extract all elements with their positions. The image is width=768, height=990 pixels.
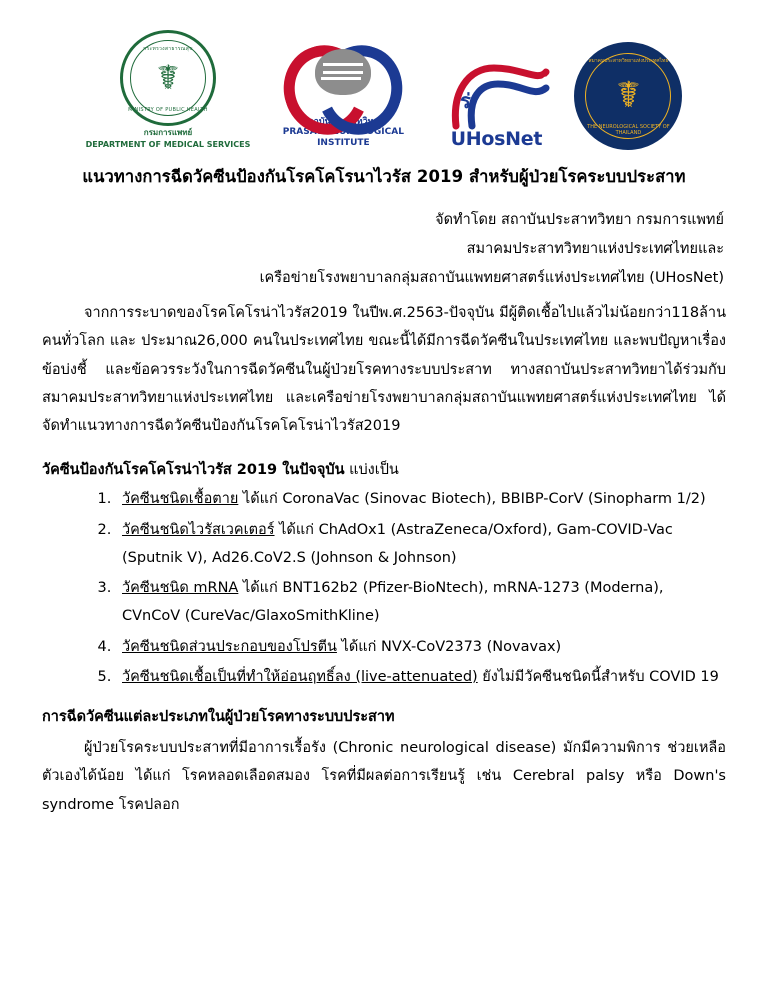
neuro-society-seal-icon — [574, 42, 682, 150]
moph-arc-top-text: กระทรวงสาธารณสุข — [143, 46, 193, 52]
moph-caption-th: กรมการแพทย์ — [143, 128, 193, 137]
vaccine-type-name: วัคซีนชนิดเชื้อตาย — [122, 491, 239, 508]
byline-line-2: สมาคมประสาทวิทยาแห่งประเทศไทยและ — [466, 241, 724, 257]
pni-caption-th: สถาบันประสาทวิทยา — [302, 116, 384, 127]
intro-paragraph: จากการระบาดของโรคโคโรน่าไวรัส2019 ในปีพ.ศ.2563-ปัจจุบัน มีผู้ติดเชื้อไปแล้วไม่น้อยกว่า118ล้านคนทั่วโลก และ ประมาณ26,000 คนในประเทศไทย ขณะนี้ได้มีการฉีดวัคซีนในประเทศไทย และพบปัญหาเรื่องข้อบ่งชี้ และข้อควรระวังในการฉีดวัคซีนในผู้ป่วยโรคทางระบบประสาท ทางสถาบันประสาทวิทยาได้ร่วมกับสมาคมประสาทวิทยาแห่งประเทศไทย และเครือข่ายโรงพยาบาลกลุ่มสถาบันแพทยศาสตร์แห่งประเทศไทย ได้จัดทำแนวทางการฉีดวัคซีนป้องกันโรคโคโรน่าไวรัส2019 — [42, 305, 726, 435]
section1-heading-normal: แบ่งเป็น — [344, 462, 399, 479]
list-item — [116, 485, 726, 513]
vaccine-type-detail: ได้แก่ NVX-CoV2373 (Novavax) — [336, 638, 562, 655]
prasat-neurological-institute-logo — [268, 39, 418, 150]
vaccine-type-detail: ได้แก่ ChAdOx1 (AstraZeneca/Oxford), Gam-COVID-Vac (Sputnik V), Ad26.CoV2.S (Johnson & Johnson) — [122, 521, 673, 566]
moph-arc-bottom-text: MINISTRY OF PUBLIC HEALTH — [128, 107, 208, 113]
svg-text:ร่: ร่ — [460, 89, 472, 113]
vaccine-type-detail: ยังไม่มีวัคซีนชนิดนี้สำหรับ COVID 19 — [477, 668, 719, 685]
pni-caption-en: PRASAT NEUROLOGICAL INSTITUTE — [282, 126, 404, 149]
moph-seal-icon — [120, 30, 216, 126]
pni-brain-shape — [315, 49, 371, 95]
section1-heading-bold: วัคซีนป้องกันโรคโคโรน่าไวรัส 2019 ในปัจจุบัน — [42, 462, 345, 479]
vaccine-type-name: วัคซีนชนิดเชื้อเป็นที่ทำให้อ่อนฤทธิ์ลง (live-attenuated) — [122, 668, 478, 685]
ribbon-icon — [436, 62, 556, 132]
vaccine-type-detail: ได้แก่ BNT162b2 (Pfizer-BioNtech), mRNA-1273 (Moderna), CVnCoV (CureVac/GlaxoSmithKline) — [122, 580, 664, 625]
byline-line-1: จัดทำโดย สถาบันประสาทวิทยา กรมการแพทย์ — [435, 212, 724, 228]
rod-of-asclepius-icon: ☤ — [616, 75, 641, 116]
page-title: แนวทางการฉีดวัคซีนป้องกันโรคโคโรนาไวรัส 2019 สำหรับผู้ป่วยโรคระบบประสาท — [82, 167, 686, 186]
list-item — [116, 516, 726, 573]
vaccine-type-name: วัคซีนชนิด mRNA — [122, 580, 239, 597]
brain-icon — [278, 39, 408, 119]
section-heading-vaccine-types — [42, 458, 726, 481]
department-of-medical-services-logo — [86, 30, 251, 150]
vaccine-type-name: วัคซีนชนิดไวรัสเวคเตอร์ — [122, 521, 275, 538]
uhosnet-wordmark: UHosNet — [450, 128, 543, 150]
uhosnet-logo — [436, 62, 556, 150]
vaccine-type-detail: ได้แก่ CoronaVac (Sinovac Biotech), BBIBP-CorV (Sinopharm 1/2) — [238, 491, 706, 508]
caduceus-icon: ☤ — [156, 58, 180, 98]
vaccine-type-list — [42, 485, 726, 691]
section2-paragraph: ผู้ป่วยโรคระบบประสาทที่มีอาการเรื้อรัง (Chronic neurological disease) มักมีความพิการ ช่วยเหลือตัวเองได้น้อย ได้แก่ โรคหลอดเลือดสมอง โรคที่มีผลต่อการเรียนรู้ เช่น Cerebral palsy หรือ Down's syndrome โรคปลอก — [42, 740, 726, 813]
moph-caption-en: DEPARTMENT OF MEDICAL SERVICES — [85, 140, 251, 149]
list-item — [116, 574, 726, 631]
section-heading-vaccination-by-type: การฉีดวัคซีนแต่ละประเภทในผู้ป่วยโรคทางระบบประสาท — [42, 709, 395, 726]
list-item — [116, 663, 726, 691]
logo-row — [42, 0, 726, 150]
vaccine-type-name: วัคซีนชนิดส่วนประกอบของโปรตีน — [122, 638, 337, 655]
ns-arc-top-text: สมาคมประสาทวิทยาแห่งประเทศไทย — [588, 58, 669, 64]
byline-line-3: เครือข่ายโรงพยาบาลกลุ่มสถาบันแพทยศาสตร์แห่งประเทศไทย (UHosNet) — [259, 270, 724, 286]
list-item — [116, 633, 726, 661]
ns-arc-bottom-text: THE NEUROLOGICAL SOCIETY OF THAILAND — [587, 124, 670, 136]
neurological-society-of-thailand-logo — [574, 42, 682, 150]
